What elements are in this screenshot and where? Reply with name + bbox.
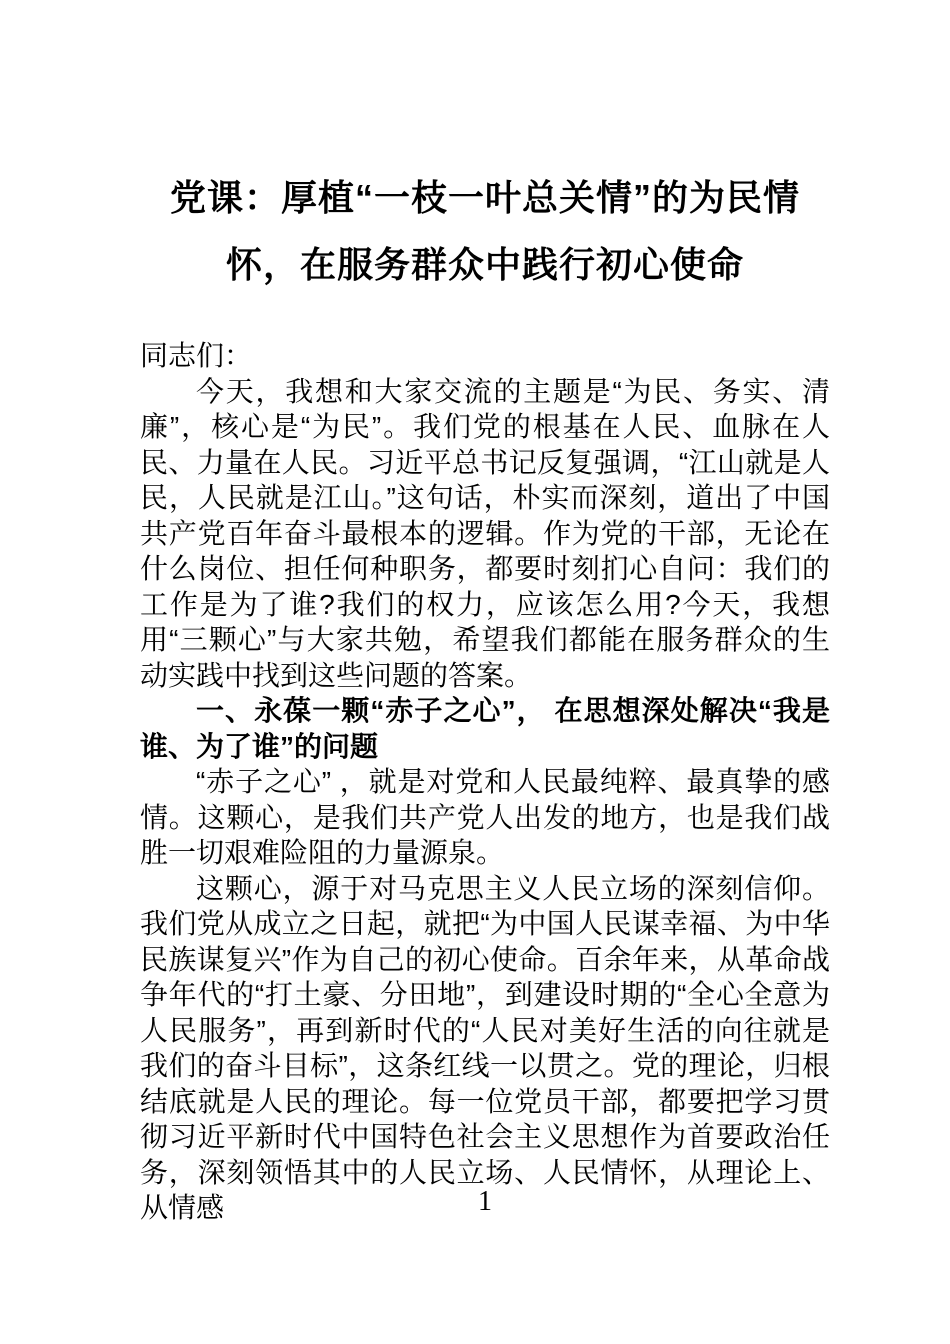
section-heading-1: 一、永葆一颗“赤子之心”， 在思想深处解决“我是谁、为了谁”的问题 bbox=[140, 695, 830, 762]
page-number: 1 bbox=[478, 1186, 492, 1217]
title-line-2: 怀，在服务群众中践行初心使命 bbox=[225, 244, 744, 285]
salutation: 同志们： bbox=[140, 340, 253, 371]
paragraph-intro: 今天，我想和大家交流的主题是“为民、务实、清廉”，核心是“为民”。我们党的根基在人民、血脉在人民、力量在人民。习近平总书记反复强调，“江山就是人民，人民就是江山。”这句话，朴实而深刻，道出了中国共产党百年奋斗最根本的逻辑。作为党的干部，无论在什么岗位、担任何种职务，都要时刻扪心自问：我们的工作是为了谁?我们的权力，应该怎么用?今天，我想用“三颗心”与大家共勉，希望我们都能在服务群众的生动实践中找到这些问题的答案。 bbox=[140, 375, 830, 691]
document-title bbox=[140, 164, 830, 298]
title-line-1: 党课：厚植“一枝一叶总关情”的为民情 bbox=[169, 177, 800, 218]
document-body bbox=[140, 338, 830, 1226]
paragraph-marxist-stance: 这颗心，源于对马克思主义人民立场的深刻信仰。我们党从成立之日起，就把“为中国人民谋幸福、为中华民族谋复兴”作为自己的初心使命。百余年来，从革命战争年代的“打土豪、分田地”，到建设时期的“全心全意为人民服务”，再到新时代的“人民对美好生活的向往就是我们的奋斗目标”，这条红线一以贯之。党的理论，归根结底就是人民的理论。每一位党员干部，都要把学习贯彻习近平新时代中国特色社会主义思想作为首要政治任务，深刻领悟其中的人民立场、人民情怀，从理论上、从情感 bbox=[140, 872, 830, 1223]
paragraph-chizi-definition: “赤子之心” ，就是对党和人民最纯粹、最真挚的感情。这颗心，是我们共产党人出发的地方，也是我们战胜一切艰难险阻的力量源泉。 bbox=[140, 766, 830, 868]
